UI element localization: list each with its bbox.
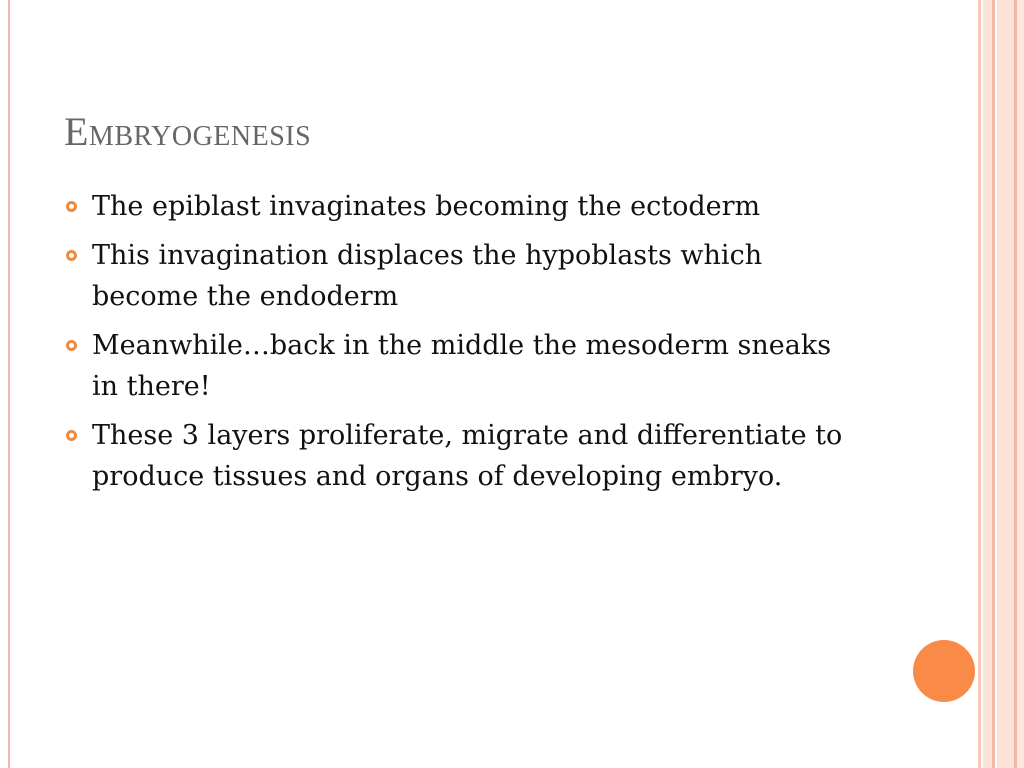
right-border-stripe	[1017, 0, 1024, 768]
bullet-text: These 3 layers proliferate, migrate and differentiate to produce tissues and organs of developing embryo.	[92, 420, 843, 492]
bullet-icon	[66, 250, 77, 261]
bullet-list	[64, 186, 864, 505]
left-border-line	[8, 0, 10, 768]
bullet-item	[64, 186, 864, 227]
bullet-icon	[66, 340, 77, 351]
bullet-text: The epiblast invaginates becoming the ectoderm	[92, 191, 761, 222]
bullet-text: This invagination displaces the hypoblasts which become the endoderm	[92, 240, 763, 312]
bullet-item	[64, 325, 864, 407]
slide-title: Embryogenesis	[64, 109, 312, 154]
bullet-item	[64, 235, 864, 317]
bullet-text: Meanwhile…back in the middle the mesoderm sneaks in there!	[92, 330, 832, 402]
bullet-item	[64, 415, 864, 497]
right-border-stripe	[983, 0, 992, 768]
bullet-icon	[66, 430, 77, 441]
right-border-stripe	[997, 0, 1014, 768]
decorative-circle	[913, 640, 975, 702]
bullet-icon	[66, 201, 77, 212]
